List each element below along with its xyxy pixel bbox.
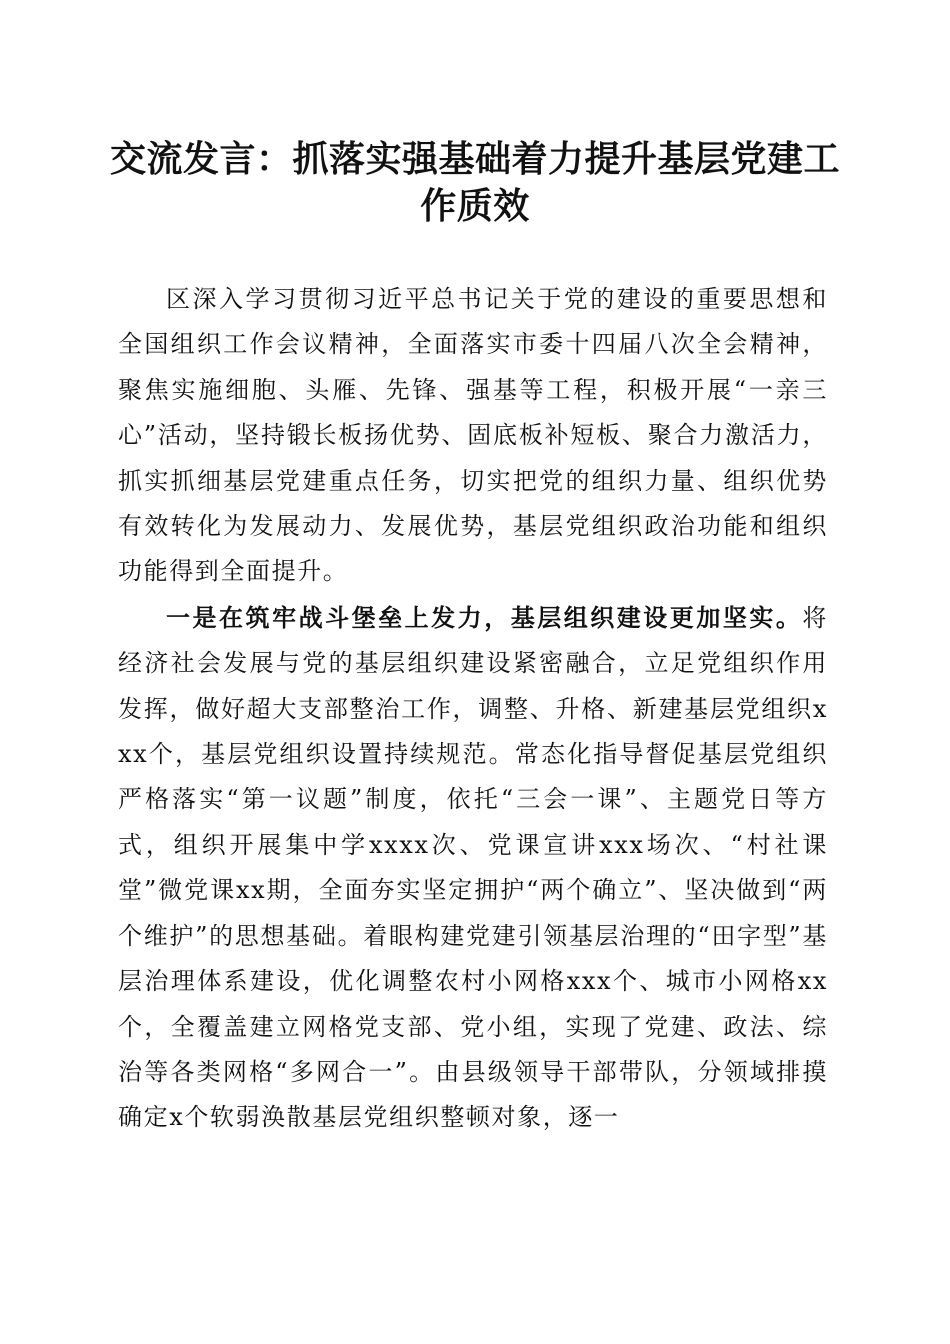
document-body xyxy=(118,276,828,1141)
document-title: 交流发言：抓落实强基础着力提升基层党建工作质效 xyxy=(110,138,841,227)
paragraph-intro xyxy=(118,276,828,595)
paragraph-lead: 一是在筑牢战斗堡垒上发力，基层组织建设更加坚实。 xyxy=(166,602,803,632)
paragraph-point-one xyxy=(118,595,828,1141)
paragraph-text: 区深入学习贯彻习近平总书记关于党的建设的重要思想和全国组织工作会议精神，全面落实市委十四届八次全会精神，聚焦实施细胞、头雁、先锋、强基等工程，积极开展“一亲三心”活动，坚持锻长板扬优势、固底板补短板、聚合力激活力，抓实抓细基层党建重点任务，切实把党的组织力量、组织优势有效转化为发展动力、发展优势，基层党组织政治功能和组织功能得到全面提升。 xyxy=(118,285,828,586)
paragraph-text: 将经济社会发展与党的基层组织建设紧密融合，立足党组织作用发挥，做好超大支部整治工作，调整、升格、新建基层党组织xxx个，基层党组织设置持续规范。常态化指导督促基层党组织严格落实“第一议题”制度，依托“三会一课”、主题党日等方式，组织开展集中学xxxx次、党课宣讲xxx场次、“村社课堂”微党课xx期，全面夯实坚定拥护“两个确立”、坚决做到“两个维护”的思想基础。着眼构建党建引领基层治理的“田字型”基层治理体系建设，优化调整农村小网格xxx个、城市小网格xx个，全覆盖建立网格党支部、党小组，实现了党建、政法、综治等各类网格“多网合一”。由县级领导干部带队，分领域排摸确定x个软弱涣散基层党组织整顿对象，逐一 xyxy=(118,603,828,1132)
